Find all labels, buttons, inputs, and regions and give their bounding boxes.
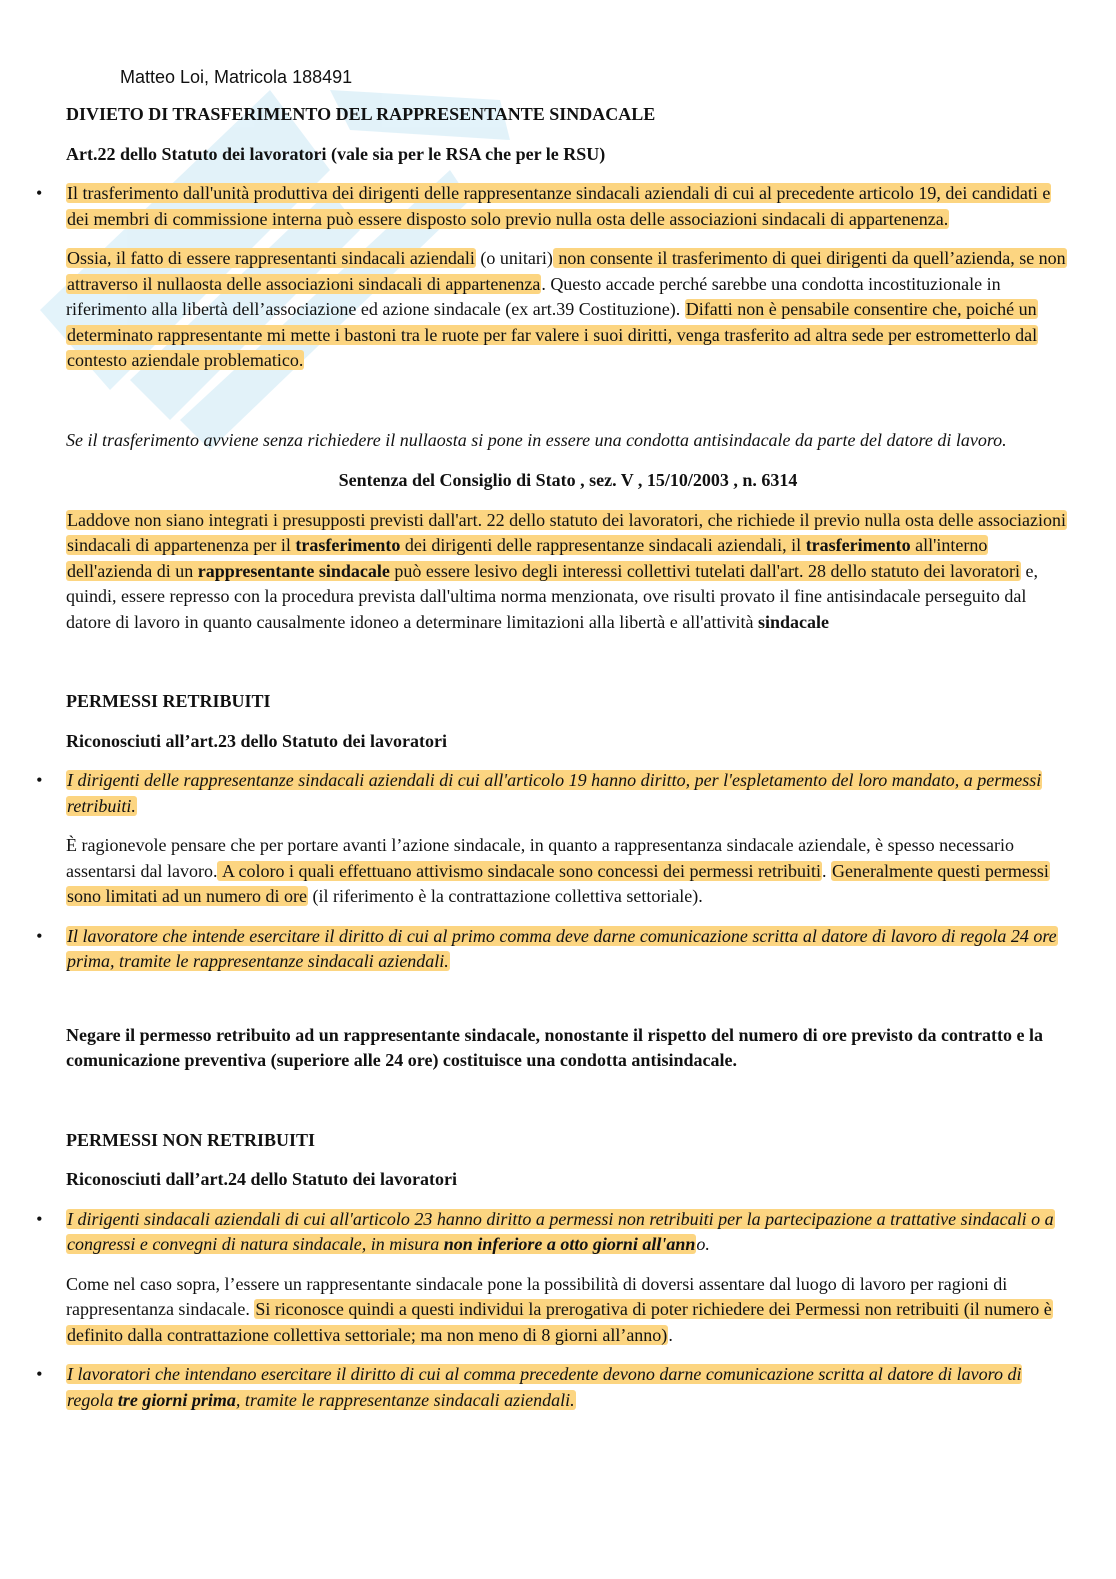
section3-bullet2 xyxy=(66,1362,1070,1413)
section2-title: PERMESSI RETRIBUITI xyxy=(66,691,271,711)
highlighted-text: Il lavoratore che intende esercitare il diritto di cui al primo comma deve darne comunicazione scritta al datore di lavoro di regola 24 ore prima, tramite le rappresentanze sindacali aziendali. xyxy=(67,925,1057,971)
highlighted-text: Si riconosce quindi a questi individui la prerogativa di poter richiedere dei Permessi non retribuiti (il numero è definito dalla contrattazione collettiva settoriale; ma non meno di 8 giorni all’anno) xyxy=(67,1299,1052,1345)
italic-note: Se il trasferimento avviene senza richiedere il nullaosta si pone in essere una condotta antisindacale da parte del datore di lavoro. xyxy=(66,429,1007,450)
highlighted-text: non consente il trasferimento di quei dirigenti da quell’azienda, se non attraverso il nullaosta delle associazioni sindacali di appartenenza xyxy=(67,248,1066,294)
sentence-text: Laddove non siano integrati i presupposti previsti dall'art. 22 dello statuto dei lavoratori, che richiede il previo nulla osta delle associazioni sindacali di appartenenza per il trasferimento dei dirigenti delle rappresentanze sindacali aziendali, il trasferimento all'interno dell'azienda di un rappresentante sindacale può essere lesivo degli interessi collettivi tutelati dall'art. 28 dello statuto dei lavoratori e, quindi, essere represso con la procedura prevista dall'ultima norma menzionata, ove risulti provato il fine antisindacale perseguito dal datore di lavoro in quanto causalmente idoneo a determinare limitazioni alla libertà e all'attività sindacale xyxy=(66,509,1066,632)
highlighted-text: Generalmente questi permessi sono limitati ad un numero di ore xyxy=(67,860,1049,906)
section2-paragraph: È ragionevole pensare che per portare avanti l’azione sindacale, in quanto a rappresentanza sindacale aziendale, è spesso necessario assentarsi dal lavoro. A coloro i quali effettuano attivismo sindacale sono concessi dei permessi retribuiti. Generalmente questi permessi sono limitati ad un numero di ore (il riferimento è la contrattazione collettiva settoriale). xyxy=(66,835,1049,906)
section2-bold-paragraph: Negare il permesso retribuito ad un rappresentante sindacale, nonostante il rispetto del numero di ore previsto da contratto e la comunicazione preventiva (superiore alle 24 ore) costituisce una condotta antisindacale. xyxy=(66,1024,1043,1070)
author-line: Matteo Loi, Matricola 188491 xyxy=(120,67,353,87)
section3-paragraph: Come nel caso sopra, l’essere un rappresentante sindacale pone la possibilità di doversi assentare dal luogo di lavoro per ragioni di rappresentanza sindacale. Si riconosce quindi a questi individui la prerogativa di poter richiedere dei Permessi non retribuiti (il numero è definito dalla contrattazione collettiva settoriale; ma non meno di 8 giorni all’anno). xyxy=(66,1273,1052,1345)
sentence-title: Sentenza del Consiglio di Stato , sez. V , 15/10/2003 , n. 6314 xyxy=(338,470,798,490)
section1-paragraph: Ossia, il fatto di essere rappresentanti sindacali aziendali (o unitari) non consente il trasferimento di quei dirigenti da quell’azienda, se non attraverso il nullaosta delle associazioni sindacali di appartenenza. Questo accade perché sarebbe una condotta incostituzionale in riferimento alla libertà dell’associazione ed azione sindacale (ex art.39 Costituzione). Difatti non è pensabile consentire che, poiché un determinato rappresentante mi mette i bastoni tra le ruote per far valere i suoi diritti, venga trasferito ad altra sede per estrometterlo dal contesto aziendale problematico. xyxy=(66,248,1066,370)
highlighted-text: I dirigenti delle rappresentanze sindacali aziendali di cui all'articolo 19 hanno diritto, per l'espletamento del loro mandato, a permessi retribuiti. xyxy=(67,770,1042,816)
section3-bullet1: • I dirigenti sindacali aziendali di cui all'articolo 23 hanno diritto a permessi non retribuiti per la partecipazione a trattative sindacali o a congressi e convegni di natura sindacale, in misura non inferiore a otto giorni all'anno. xyxy=(66,1207,1070,1258)
section2-subtitle: Riconosciuti all’art.23 dello Statuto dei lavoratori xyxy=(66,730,447,751)
highlighted-text: Ossia, il fatto di essere rappresentanti sindacali aziendali xyxy=(67,248,475,268)
highlighted-text: Il trasferimento dall'unità produttiva dei dirigenti delle rappresentanze sindacali aziendali di cui al precedente articolo 19, dei candidati e dei membri di commissione interna può essere disposto solo previo nulla osta delle associazioni sindacali di appartenenza. xyxy=(67,183,1051,229)
document-content xyxy=(66,62,1070,1413)
section2-bullet1 xyxy=(66,768,1070,819)
section3-subtitle: Riconosciuti dall’art.24 dello Statuto dei lavoratori xyxy=(66,1169,457,1189)
highlighted-text: I dirigenti sindacali aziendali di cui all'articolo 23 hanno diritto a permessi non retribuiti per la partecipazione a trattative sindacali o a congressi e convegni di natura sindacale, in misura non inferiore a otto giorni all'ann xyxy=(67,1208,1054,1254)
highlighted-text: A coloro i quali effettuano attivismo sindacale sono concessi dei permessi retribuiti xyxy=(218,860,821,881)
highlighted-text: I lavoratori che intendano esercitare il diritto di cui al comma precedente devono darne comunicazione scritta al datore di lavoro di regola tre giorni prima, tramite le rappresentanze sindacali aziendali. xyxy=(67,1364,1022,1410)
section1-title: DIVIETO DI TRASFERIMENTO DEL RAPPRESENTANTE SINDACALE xyxy=(66,104,656,124)
section1-bullet xyxy=(66,181,1070,232)
section3-title: PERMESSI NON RETRIBUITI xyxy=(66,1129,316,1150)
highlighted-text: Laddove non siano integrati i presupposti previsti dall'art. 22 dello statuto dei lavoratori, che richiede il previo nulla osta delle associazioni sindacali di appartenenza per il trasferimento dei dirigenti delle rappresentanze sindacali aziendali, il trasferimento all'interno dell'azienda di un rappresentante sindacale può essere lesivo degli interessi collettivi tutelati dall'art. 28 dello statuto dei lavoratori xyxy=(67,509,1066,581)
section1-subtitle: Art.22 dello Statuto dei lavoratori (vale sia per le RSA che per le RSU) xyxy=(66,143,606,164)
highlighted-text: Difatti non è pensabile consentire che, poiché un determinato rappresentante mi mette i bastoni tra le ruote per far valere i suoi diritti, venga trasferito ad altra sede per estrometterlo dal contesto aziendale problematico. xyxy=(67,299,1038,370)
section2-bullet2 xyxy=(66,924,1070,975)
